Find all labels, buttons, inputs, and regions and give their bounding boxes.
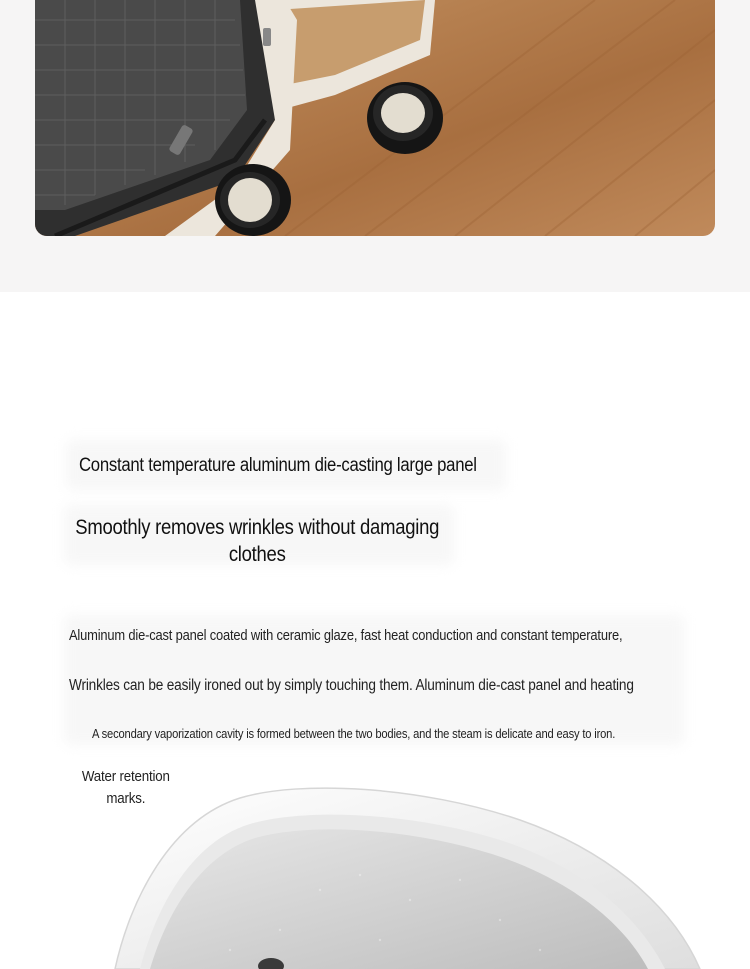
- feature-description-line-2: Wrinkles can be easily ironed out by simply touching them. Aluminum die-cast panel and heating: [69, 677, 634, 694]
- iron-product-image: [0, 780, 750, 969]
- suitcase-photo: [35, 0, 715, 236]
- suitcase-illustration: [35, 0, 715, 236]
- wheel-icon: [367, 82, 443, 154]
- top-banner: [0, 0, 750, 292]
- feature-headline: Constant temperature aluminum die-casting large panel: [79, 455, 477, 476]
- feature-description-line-1: Aluminum die-cast panel coated with ceramic glaze, fast heat conduction and constant temperature,: [69, 627, 623, 644]
- feature-subheadline: Smoothly removes wrinkles without damaging clothes: [75, 516, 440, 566]
- feature-description-line-4: Water retention marks.: [81, 769, 170, 807]
- wheel-icon: [215, 164, 291, 236]
- feature-description-line-3: A secondary vaporization cavity is formed between the two bodies, and the steam is delicate and easy to iron.: [92, 726, 616, 741]
- steam-iron-illustration: [0, 780, 750, 969]
